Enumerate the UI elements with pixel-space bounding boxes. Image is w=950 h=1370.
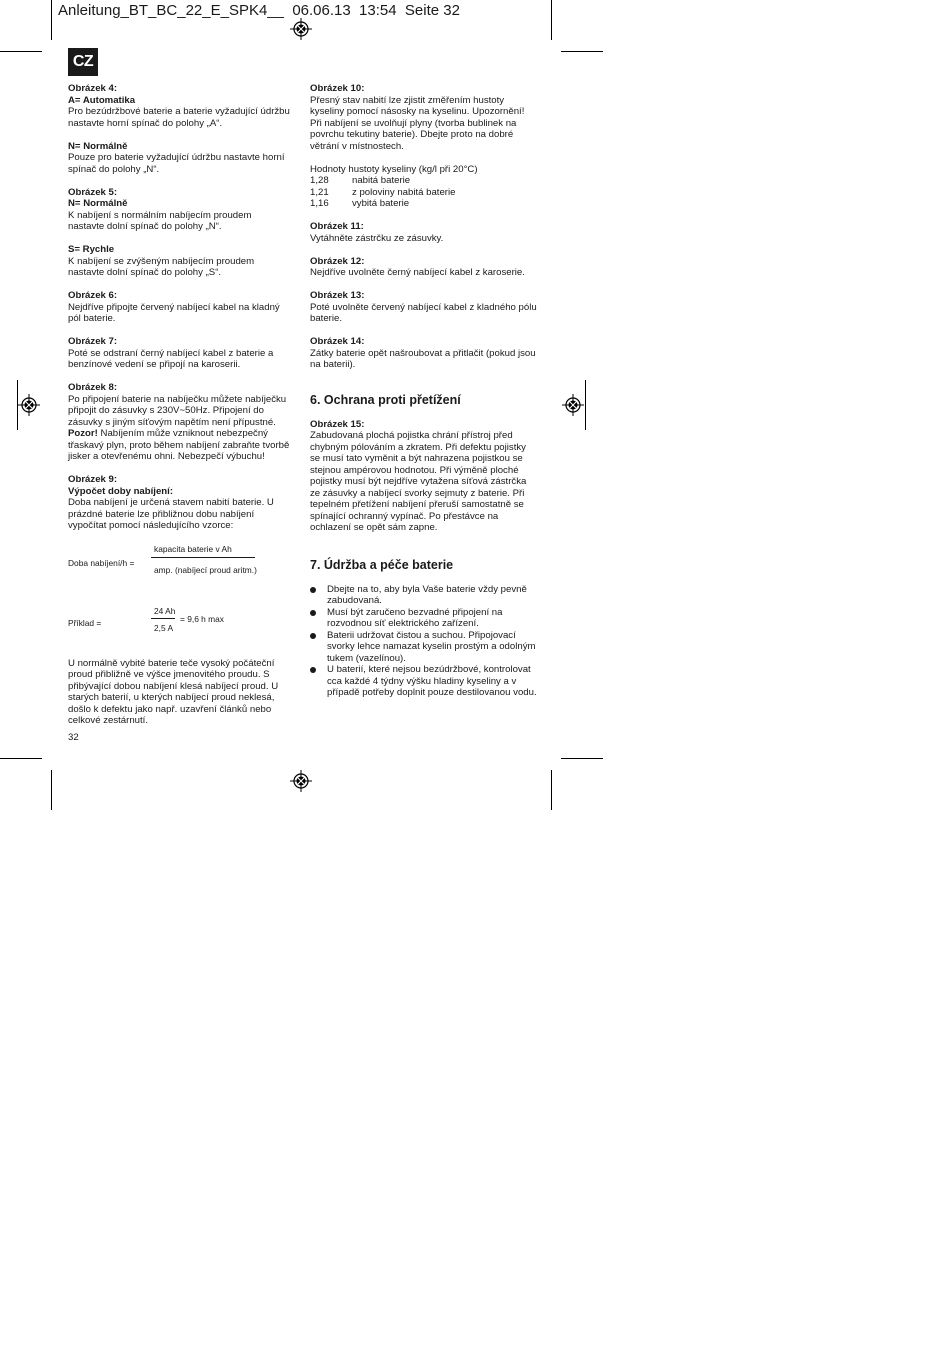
section-figure-6 bbox=[68, 290, 290, 325]
figure-subtitle: Výpočet doby nabíjení: bbox=[68, 485, 174, 497]
crop-mark bbox=[561, 51, 603, 52]
figure-title: Obrázek 5: bbox=[68, 186, 118, 198]
crop-mark bbox=[561, 758, 603, 759]
warning-label: Pozor! bbox=[68, 428, 98, 439]
maintenance-list bbox=[310, 584, 538, 699]
section-figure-14 bbox=[310, 336, 538, 371]
fraction-line bbox=[151, 618, 175, 619]
crop-mark bbox=[0, 758, 42, 759]
figure-subtitle: N= Normálně bbox=[68, 140, 128, 152]
table-row bbox=[310, 187, 538, 199]
paragraph: Vytáhněte zástrčku ze zásuvky. bbox=[310, 232, 444, 244]
paragraph: Poté se odstraní černý nabíjecí kabel z baterie a benzínové vedení se připojí na karoserii. bbox=[68, 347, 274, 370]
registration-mark-icon bbox=[290, 770, 312, 792]
paragraph: Přesný stav nabití lze zjistit změřením hustoty kyseliny pomocí násosky na kyselinu. Upozornění! Při nabíjení se uvolňují plyny (tvorba bublinek na povrchu tekutiny baterie). Dbejte proto na dobré větrání v místnostech. bbox=[310, 94, 525, 152]
formula-numerator: kapacita baterie v Ah bbox=[154, 543, 232, 554]
list-item: Dbejte na to, aby byla Vaše baterie vždy pevně zabudovaná. bbox=[310, 584, 538, 607]
formula-label: Doba nabíjení/h = bbox=[68, 557, 135, 568]
registration-mark-icon bbox=[18, 394, 40, 416]
section-figure-4 bbox=[68, 83, 290, 129]
paragraph: Po připojení baterie na nabíječku můžete nabíječku připojit do zásuvky s 230V~50Hz. Připojení do zásuvky s jiným síťovým napětím není přípustné. bbox=[68, 393, 287, 428]
paragraph: Zátky baterie opět našroubovat a přitlačit (pokud jsou na baterii). bbox=[310, 347, 536, 370]
paragraph: Doba nabíjení je určená stavem nabití baterie. U prázdné baterie lze přibližnou dobu nabíjení vypočítat pomocí následujícího vzorce: bbox=[68, 497, 274, 531]
charging-time-formula bbox=[68, 544, 290, 594]
crop-mark bbox=[0, 51, 42, 52]
paragraph: Zabudovaná plochá pojistka chrání přístroj před chybným pólováním a zkratem. Při defektu pojistky se musí tato vyměnit a být nahrazena pojistkou se stejnou ampérovou hodnotou. Při výměně ploché pojistky musí být nejdříve vytažena síťová zástrčka ze zásuvky a nabíjecí svorky sejmuty z baterie. Při tepelném přetížení nabíjení přeruší samostatně se spínající ochranný vypínač. Po přestávce na ochlazení se opět sám zapne. bbox=[310, 430, 527, 533]
section-normal bbox=[68, 141, 290, 176]
figure-title: Obrázek 10: bbox=[310, 83, 365, 94]
section-figure-8 bbox=[68, 382, 290, 463]
crop-mark bbox=[51, 770, 52, 810]
section-figure-15 bbox=[310, 419, 538, 534]
list-item: Baterii udržovat čistou a suchou. Připojovací svorky lehce namazat kyselin prostým a odolným tukem (vazelínou). bbox=[310, 630, 538, 665]
example-label: Příklad = bbox=[68, 617, 102, 628]
example-numerator: 24 Ah bbox=[154, 605, 176, 616]
language-badge: CZ bbox=[68, 48, 98, 76]
left-column bbox=[68, 83, 290, 727]
section-figure-12 bbox=[310, 256, 538, 279]
registration-mark-icon bbox=[562, 394, 584, 416]
print-header: Anleitung_BT_BC_22_E_SPK4__ 06.06.13 13:54 Seite 32 bbox=[58, 2, 460, 19]
figure-title: Obrázek 14: bbox=[310, 336, 365, 347]
section-figure-5 bbox=[68, 187, 290, 233]
section-heading: 7. Údržba a péče baterie bbox=[310, 557, 454, 572]
paragraph: K nabíjení se zvýšeným nabíjecím proudem nastavte dolní spínač do polohy „S“. bbox=[68, 255, 255, 278]
list-item: U baterií, které nejsou bezúdržbové, kontrolovat cca každé 4 týdny výšku hladiny kyseliny a v případě potřeby doplnit pouze destilovanou vodu. bbox=[310, 664, 538, 699]
example-formula bbox=[68, 606, 290, 646]
paragraph: K nabíjení s normálním nabíjecím proudem nastavte dolní spínač do polohy „N“. bbox=[68, 209, 252, 232]
figure-subtitle: N= Normálně bbox=[68, 198, 128, 209]
density-label: nabitá baterie bbox=[352, 175, 411, 186]
paragraph: Poté uvolněte červený nabíjecí kabel z kladného pólu baterie. bbox=[310, 301, 537, 324]
section-fast bbox=[68, 244, 290, 279]
crop-mark bbox=[551, 770, 552, 810]
section-figure-7 bbox=[68, 336, 290, 371]
example-denominator: 2,5 A bbox=[154, 622, 174, 633]
formula-denominator: amp. (nabíjecí proud aritm.) bbox=[154, 564, 257, 575]
figure-title: Obrázek 6: bbox=[68, 290, 118, 301]
paragraph: Pouze pro baterie vyžadující údržbu nastavte horní spínač do polohy „N“. bbox=[68, 152, 285, 175]
warning-text: Nabíjením může vzniknout nebezpečný třaskavý plyn, proto během nabíjení zabraňte tvorbě jisker a otevřenému ohni. Nebezpečí výbuchu! bbox=[68, 428, 290, 462]
paragraph: U normálně vybité baterie teče vysoký počáteční proud přibližně ve výšce jmenovitého proudu. S přibývající dobou nabíjení klesá nabíjecí proud. U starých baterií, u kterých nabíjecí proud neklesá, došlo k defektu jako např. uzavření článků nebo celkové zestárnutí. bbox=[68, 657, 279, 726]
density-label: z poloviny nabitá baterie bbox=[352, 186, 456, 198]
registration-mark-icon bbox=[290, 18, 312, 40]
figure-title: Obrázek 13: bbox=[310, 290, 365, 301]
paragraph: Pro bezúdržbové baterie a baterie vyžadující údržbu nastavte horní spínač do polohy „A“. bbox=[68, 106, 290, 129]
section-figure-10 bbox=[310, 83, 538, 152]
crop-mark bbox=[585, 380, 586, 430]
section-figure-13 bbox=[310, 290, 538, 325]
density-value: 1,21 bbox=[310, 186, 329, 198]
density-label: vybitá baterie bbox=[352, 198, 410, 209]
fraction-line bbox=[151, 557, 255, 558]
figure-title: Obrázek 9: bbox=[68, 474, 118, 485]
figure-subtitle: S= Rychle bbox=[68, 244, 115, 255]
paragraph: Nejdříve připojte červený nabíjecí kabel na kladný pól baterie. bbox=[68, 301, 280, 324]
figure-title: Obrázek 7: bbox=[68, 336, 118, 347]
table-row bbox=[310, 198, 538, 210]
figure-title: Obrázek 12: bbox=[310, 255, 365, 267]
page-number: 32 bbox=[68, 732, 79, 743]
crop-mark bbox=[51, 0, 52, 40]
example-result: = 9,6 h max bbox=[180, 613, 224, 624]
table-caption: Hodnoty hustoty kyseliny (kg/l při 20°C) bbox=[310, 163, 478, 175]
warning-paragraph bbox=[68, 428, 290, 463]
table-row bbox=[310, 175, 538, 187]
figure-title: Obrázek 8: bbox=[68, 382, 118, 393]
figure-title: Obrázek 4: bbox=[68, 83, 118, 94]
list-item: Musí být zaručeno bezvadné připojení na rozvodnou síť elektrického zařízení. bbox=[310, 607, 538, 630]
crop-mark bbox=[551, 0, 552, 40]
section-figure-11 bbox=[310, 221, 538, 244]
section-figure-9 bbox=[68, 474, 290, 532]
density-value: 1,16 bbox=[310, 198, 329, 209]
paragraph: Nejdříve uvolněte černý nabíjecí kabel z karoserie. bbox=[310, 267, 525, 278]
right-column bbox=[310, 83, 538, 699]
figure-subtitle: A= Automatika bbox=[68, 94, 136, 106]
section-heading: 6. Ochrana proti přetížení bbox=[310, 392, 461, 407]
figure-title: Obrázek 15: bbox=[310, 418, 365, 430]
figure-title: Obrázek 11: bbox=[310, 221, 364, 232]
acid-density-table bbox=[310, 164, 538, 210]
density-value: 1,28 bbox=[310, 175, 329, 186]
